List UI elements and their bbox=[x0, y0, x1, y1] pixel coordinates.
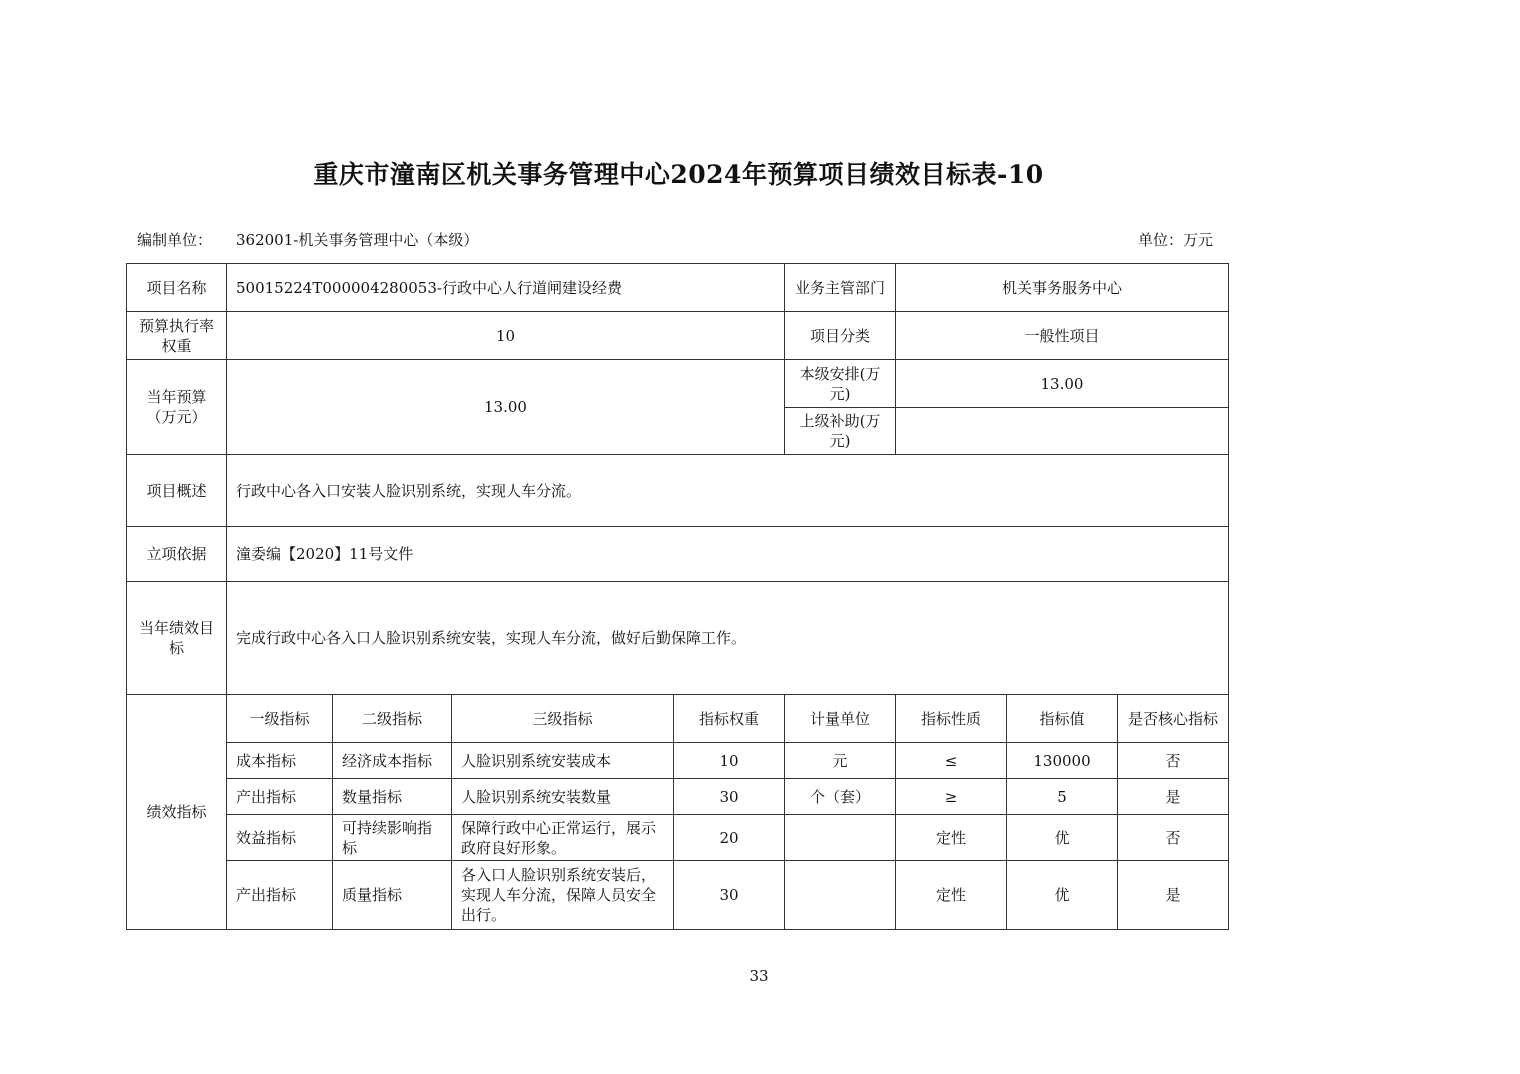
indicator-level1: 成本指标 bbox=[227, 743, 333, 779]
basis-label: 立项依据 bbox=[127, 527, 227, 582]
indicator-weight: 30 bbox=[674, 779, 785, 815]
indicator-core: 否 bbox=[1118, 815, 1229, 861]
local-value: 13.00 bbox=[896, 360, 1229, 408]
indicator-level1: 产出指标 bbox=[227, 779, 333, 815]
indicator-header-row bbox=[127, 695, 1229, 743]
org-label: 编制单位： bbox=[137, 231, 213, 249]
upper-label: 上级补助(万元) bbox=[785, 408, 896, 455]
dept-label: 业务主管部门 bbox=[785, 264, 896, 312]
indicator-value: 优 bbox=[1007, 815, 1118, 861]
basis-value: 潼委编【2020】11号文件 bbox=[227, 527, 1229, 582]
project-name-value: 50015224T000004280053-行政中心人行道闸建设经费 bbox=[227, 264, 785, 312]
indicator-label: 绩效指标 bbox=[127, 695, 227, 930]
indicator-weight: 20 bbox=[674, 815, 785, 861]
row-weight bbox=[127, 312, 1229, 360]
indicator-value: 5 bbox=[1007, 779, 1118, 815]
dept-value: 机关事务服务中心 bbox=[896, 264, 1229, 312]
indicator-nature: ≤ bbox=[896, 743, 1007, 779]
unit-label: 单位：万元 bbox=[1138, 231, 1214, 249]
indicator-level3: 人脸识别系统安装数量 bbox=[452, 779, 674, 815]
header-nature: 指标性质 bbox=[896, 695, 1007, 743]
budget-value: 13.00 bbox=[227, 360, 785, 455]
indicator-level3: 各入口人脸识别系统安装后，实现人车分流，保障人员安全出行。 bbox=[452, 861, 674, 930]
indicator-core: 否 bbox=[1118, 743, 1229, 779]
indicator-level3: 人脸识别系统安装成本 bbox=[452, 743, 674, 779]
indicator-nature: ≥ bbox=[896, 779, 1007, 815]
indicator-unit bbox=[785, 861, 896, 930]
header-level2: 二级指标 bbox=[333, 695, 452, 743]
category-label: 项目分类 bbox=[785, 312, 896, 360]
weight-label: 预算执行率权重 bbox=[127, 312, 227, 360]
indicator-unit: 个（套） bbox=[785, 779, 896, 815]
upper-value bbox=[896, 408, 1229, 455]
indicator-row bbox=[127, 779, 1229, 815]
goal-label: 当年绩效目标 bbox=[127, 582, 227, 695]
indicator-level3: 保障行政中心正常运行，展示政府良好形象。 bbox=[452, 815, 674, 861]
org-value: 362001-机关事务管理中心（本级） bbox=[236, 231, 479, 249]
indicator-value: 优 bbox=[1007, 861, 1118, 930]
indicator-row bbox=[127, 743, 1229, 779]
indicator-row bbox=[127, 861, 1229, 930]
indicator-level2: 经济成本指标 bbox=[333, 743, 452, 779]
page-title: 重庆市潼南区机关事务管理中心2024年预算项目绩效目标表-10 bbox=[313, 160, 1044, 189]
indicator-core: 是 bbox=[1118, 779, 1229, 815]
indicator-core: 是 bbox=[1118, 861, 1229, 930]
indicator-weight: 10 bbox=[674, 743, 785, 779]
goal-value: 完成行政中心各入口人脸识别系统安装，实现人车分流，做好后勤保障工作。 bbox=[227, 582, 1229, 695]
header-core: 是否核心指标 bbox=[1118, 695, 1229, 743]
overview-value: 行政中心各入口安装人脸识别系统，实现人车分流。 bbox=[227, 455, 1229, 527]
indicator-unit: 元 bbox=[785, 743, 896, 779]
overview-label: 项目概述 bbox=[127, 455, 227, 527]
indicator-nature: 定性 bbox=[896, 861, 1007, 930]
indicator-level2: 质量指标 bbox=[333, 861, 452, 930]
weight-value: 10 bbox=[227, 312, 785, 360]
indicator-level2: 数量指标 bbox=[333, 779, 452, 815]
indicator-weight: 30 bbox=[674, 861, 785, 930]
indicator-level1: 产出指标 bbox=[227, 861, 333, 930]
category-value: 一般性项目 bbox=[896, 312, 1229, 360]
performance-table bbox=[126, 263, 1229, 930]
header-weight: 指标权重 bbox=[674, 695, 785, 743]
indicator-row bbox=[127, 815, 1229, 861]
row-project-name bbox=[127, 264, 1229, 312]
budget-label: 当年预算（万元） bbox=[127, 360, 227, 455]
indicator-unit bbox=[785, 815, 896, 861]
header-value: 指标值 bbox=[1007, 695, 1118, 743]
indicator-value: 130000 bbox=[1007, 743, 1118, 779]
project-name-label: 项目名称 bbox=[127, 264, 227, 312]
row-overview bbox=[127, 455, 1229, 527]
header-unit: 计量单位 bbox=[785, 695, 896, 743]
row-budget-local bbox=[127, 360, 1229, 408]
row-basis bbox=[127, 527, 1229, 582]
local-label: 本级安排(万元) bbox=[785, 360, 896, 408]
row-goal bbox=[127, 582, 1229, 695]
indicator-nature: 定性 bbox=[896, 815, 1007, 861]
indicator-level2: 可持续影响指标 bbox=[333, 815, 452, 861]
header-level3: 三级指标 bbox=[452, 695, 674, 743]
page-number: 33 bbox=[749, 967, 769, 985]
header-level1: 一级指标 bbox=[227, 695, 333, 743]
indicator-level1: 效益指标 bbox=[227, 815, 333, 861]
